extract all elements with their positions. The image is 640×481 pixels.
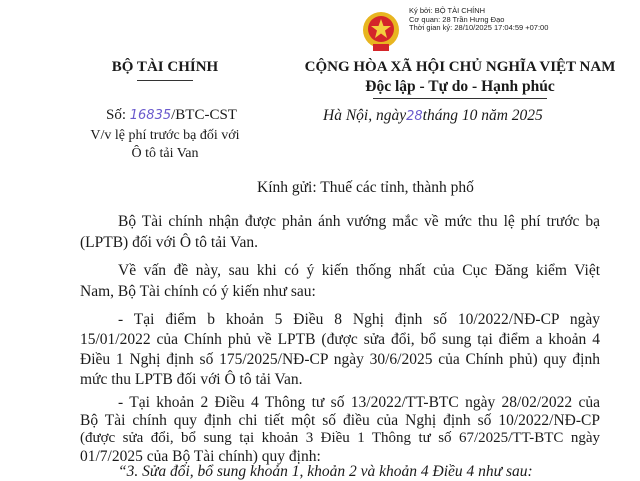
- quoted-line: “3. Sửa đổi, bổ sung khoản 1, khoản 2 và khoản 4 Điều 4 như sau:: [118, 463, 533, 480]
- body-line: Nam, Bộ Tài chính có ý kiến như sau:: [80, 283, 316, 300]
- subject-line-1: V/v lệ phí trước bạ đối với: [90, 128, 240, 143]
- number-prefix: Số:: [106, 107, 127, 123]
- body-line: mức thu LPTB đối với Ô tô tải Van.: [80, 371, 303, 388]
- place-date: [323, 107, 543, 125]
- body-line: Về vấn đề này, sau khi có ý kiến thống nhất của Cục Đăng kiểm Việt: [118, 262, 600, 279]
- country-name: CỘNG HÒA XÃ HỘI CHỦ NGHĨA VIỆT NAM: [304, 59, 616, 75]
- body-line: 01/7/2025 của Bộ Tài chính) quy định:: [80, 448, 321, 465]
- motto: Độc lập - Tự do - Hạnh phúc: [365, 78, 555, 95]
- number-suffix: /BTC-CST: [171, 107, 237, 123]
- issuer: BỘ TÀI CHÍNH: [111, 59, 219, 75]
- body-line: - Tại khoản 2 Điều 4 Thông tư số 13/2022/TT-BTC ngày 28/02/2022 của: [118, 394, 600, 411]
- body-line: 15/01/2022 của Chính phủ về LPTB (được sửa đổi, bổ sung tại điểm a khoản 4: [80, 331, 600, 348]
- body-line: - Tại điểm b khoản 5 Điều 8 Nghị định số 10/2022/NĐ-CP ngày: [118, 311, 600, 328]
- place-date-prefix: Hà Nội, ngày: [323, 107, 407, 124]
- body-line: Bộ Tài chính quy định chi tiết một số điều của Nghị định số 10/2022/NĐ-CP: [80, 412, 600, 429]
- motto-underline: [373, 98, 547, 99]
- national-emblem-icon: [360, 10, 402, 54]
- issuer-underline: [137, 80, 193, 81]
- recipient: Kính gửi: Thuế các tỉnh, thành phố: [257, 179, 474, 196]
- document-number: [106, 107, 237, 124]
- signing-time: Thời gian ký: 28/10/2025 17:04:59 +07:00: [409, 23, 549, 32]
- handwritten-number: 16835: [129, 108, 172, 123]
- body-line: Điều 1 Nghị định số 175/2025/NĐ-CP ngày 30/6/2025 của Chính phủ) quy định: [80, 351, 600, 368]
- body-line: (được sửa đổi, bổ sung tại khoản 3 Điều 1 Thông tư số 67/2025/TT-BTC ngày: [80, 430, 600, 446]
- signed-by: Ký bởi: BỘ TÀI CHÍNH: [409, 6, 486, 15]
- body-line: Bộ Tài chính nhận được phản ánh vướng mắc về mức thu lệ phí trước bạ: [118, 213, 600, 230]
- body-line: (LPTB) đối với Ô tô tải Van.: [80, 234, 258, 251]
- place-date-suffix: tháng 10 năm 2025: [422, 107, 543, 124]
- signing-agency: Cơ quan: 28 Trần Hưng Đạo: [409, 14, 505, 24]
- subject-line-2: Ô tô tải Van: [131, 146, 199, 161]
- handwritten-day: 28: [406, 109, 423, 124]
